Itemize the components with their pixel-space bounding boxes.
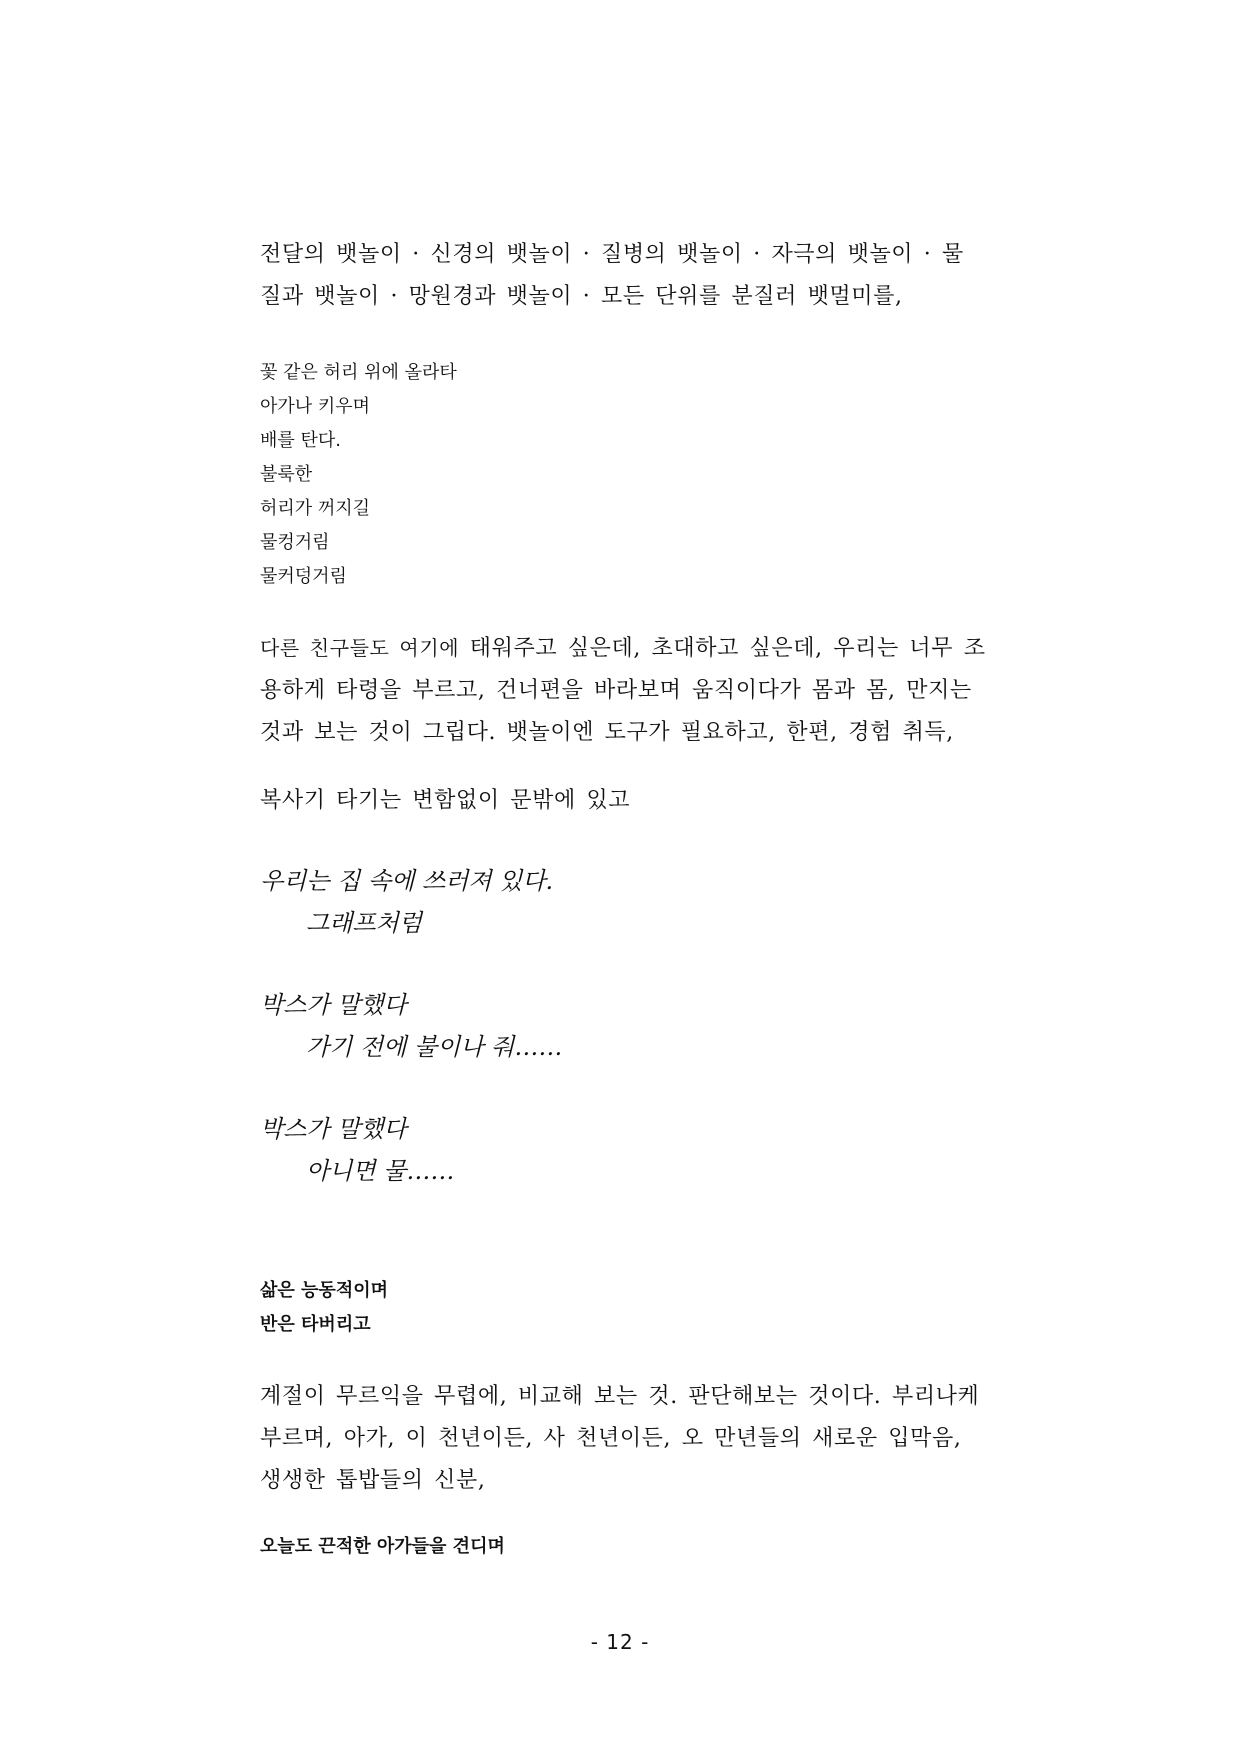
paragraph-4-line-3: 생생한 톱밥들의 신분,	[260, 1468, 486, 1493]
verse-1	[260, 356, 990, 594]
paragraph-2-line-3: 것과 보는 것이 그립다. 뱃놀이엔 도구가 필요하고, 한편, 경험 취득,	[260, 720, 954, 745]
paragraph-4	[260, 1376, 990, 1502]
italic-block-2	[260, 984, 990, 1068]
paragraph-1-line-2: 질과 뱃놀이 · 망원경과 뱃놀이 · 모든 단위를 분질러 뱃멀미를,	[260, 284, 903, 309]
verse-1-line-6: 물컹거림	[260, 532, 330, 553]
italic-block-2-line-1: 박스가 말했다	[260, 991, 407, 1019]
verse-1-line-2: 아가나 키우며	[260, 396, 371, 417]
italic-block-3-line-2: 아니면 물……	[306, 1157, 455, 1185]
paragraph-2	[260, 627, 990, 754]
paragraph-2-line-2: 용하게 타령을 부르고, 건너편을 바라보며 움직이다가 몸과 몸, 만지는	[260, 678, 972, 703]
italic-block-1	[260, 860, 990, 944]
bold-block-1-line-2: 반은 타버리고	[260, 1314, 371, 1335]
paragraph-3	[260, 780, 990, 822]
bold-block-2	[260, 1530, 990, 1564]
page-number: - 12 -	[590, 1630, 650, 1654]
italic-block-3-line-1: 박스가 말했다	[260, 1115, 407, 1143]
bold-block-2-line-1: 오늘도 끈적한 아가들을 견디며	[260, 1536, 505, 1557]
bold-block-1-line-1: 삶은 능동적이며	[260, 1280, 388, 1301]
paragraph-2-line-1-sans: 다른 친구들도 여기에	[260, 636, 460, 660]
verse-1-line-3: 배를 탄다.	[260, 430, 341, 451]
verse-1-line-4: 불룩한	[260, 464, 313, 485]
italic-block-1-line-1: 우리는 집 속에 쓰러져 있다.	[260, 867, 554, 895]
paragraph-1-line-1: 전달의 뱃놀이 · 신경의 뱃놀이 · 질병의 뱃놀이 · 자극의 뱃놀이 · 물	[260, 242, 964, 267]
paragraph-1	[260, 234, 990, 318]
italic-block-3	[260, 1108, 990, 1192]
paragraph-2-line-1-rest: 태워주고 싶은데, 초대하고 싶은데, 우리는 너무 조	[459, 636, 986, 661]
verse-1-line-7: 물커덩거림	[260, 566, 347, 587]
paragraph-4-line-1: 계절이 무르익을 무렵에, 비교해 보는 것. 판단해보는 것이다. 부리나케	[260, 1384, 980, 1409]
verse-1-line-1: 꽃 같은 허리 위에 올라타	[260, 362, 457, 383]
paragraph-2-line-1	[260, 627, 990, 670]
italic-block-1-line-2: 그래프처럼	[306, 909, 422, 937]
italic-block-2-line-2: 가기 전에 불이나 줘……	[306, 1033, 563, 1061]
verse-1-line-5: 허리가 꺼지길	[260, 498, 371, 519]
bold-block-1	[260, 1274, 990, 1342]
paragraph-4-line-2: 부르며, 아가, 이 천년이든, 사 천년이든, 오 만년들의 새로운 입막음,	[260, 1426, 962, 1451]
paragraph-3-line-1: 복사기 타기는 변함없이 문밖에 있고	[260, 788, 631, 813]
